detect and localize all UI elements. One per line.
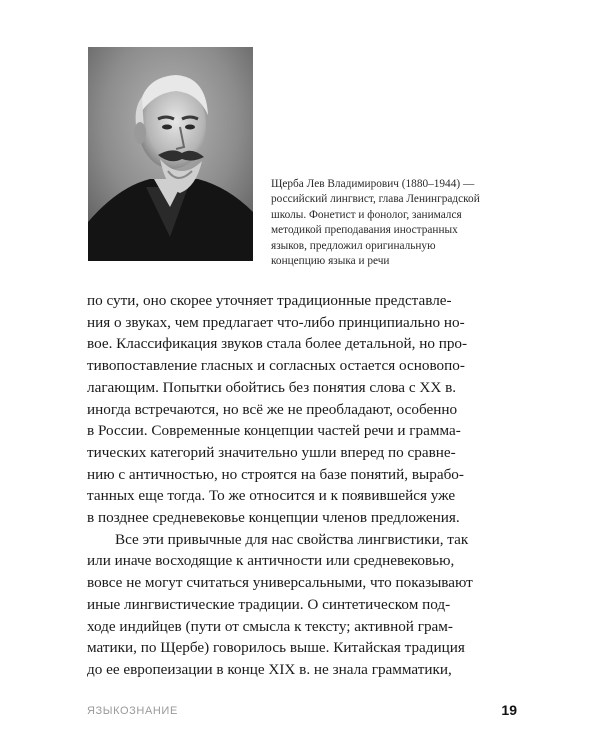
body-line: или иначе восходящие к античности или средневековью, bbox=[87, 552, 455, 570]
caption-line: концепцию языка и речи bbox=[271, 255, 390, 268]
body-line: тивопоставление гласных и согласных остается основопо- bbox=[87, 357, 465, 375]
body-line: вовсе не могут считаться универсальными, что показывают bbox=[87, 574, 473, 592]
body-line: до ее европеизации в конце XIX в. не знала грамматики, bbox=[87, 660, 452, 678]
body-line: ходе индийцев (пути от смысла к тексту; активной грам- bbox=[87, 617, 453, 635]
caption-line: российский лингвист, глава Ленинградской bbox=[271, 193, 480, 206]
body-line: иногда встречаются, но всё же не преобладают, особенно bbox=[87, 400, 458, 418]
body-line: в позднее средневековье концепции членов предложения. bbox=[87, 509, 460, 527]
body-line: тических категорий значительно ушли вперед по сравне- bbox=[87, 443, 456, 461]
caption-line: языков, предложил оригинальную bbox=[271, 239, 436, 252]
caption-line: школы. Фонетист и фонолог, занимался bbox=[271, 208, 462, 221]
body-line: нию с античностью, но строятся на базе понятий, вырабо- bbox=[87, 465, 464, 483]
body-line: по сути, оно скорее уточняет традиционные представле- bbox=[87, 292, 452, 309]
portrait-caption bbox=[271, 177, 521, 269]
body-line: Все эти привычные для нас свойства лингвистики, так bbox=[115, 530, 469, 548]
body-line: танных еще тогда. То же относится и к появившейся уже bbox=[87, 487, 456, 505]
caption-line: методикой преподавания иностранных bbox=[271, 224, 458, 237]
portrait-photo bbox=[88, 47, 253, 261]
body-text bbox=[87, 290, 517, 681]
body-line: матики, по Щербе) говорилось выше. Китайская традиция bbox=[87, 639, 465, 657]
running-footer-section: ЯЗЫКОЗНАНИЕ bbox=[87, 705, 178, 717]
body-line: вое. Классификация звуков стала более детальной, но про- bbox=[87, 335, 468, 353]
caption-line: Щерба Лев Владимирович (1880–1944) — bbox=[271, 178, 475, 190]
body-line: лагающим. Попытки обойтись без понятия слова с XX в. bbox=[87, 378, 457, 396]
body-line: ния о звуках, чем предлагает что-либо принципиально но- bbox=[87, 313, 465, 331]
body-line: в России. Современные концепции частей речи и грамма- bbox=[87, 422, 461, 440]
body-line: иные лингвистические традиции. О синтетическом под- bbox=[87, 595, 451, 613]
page-number: 19 bbox=[501, 702, 517, 718]
